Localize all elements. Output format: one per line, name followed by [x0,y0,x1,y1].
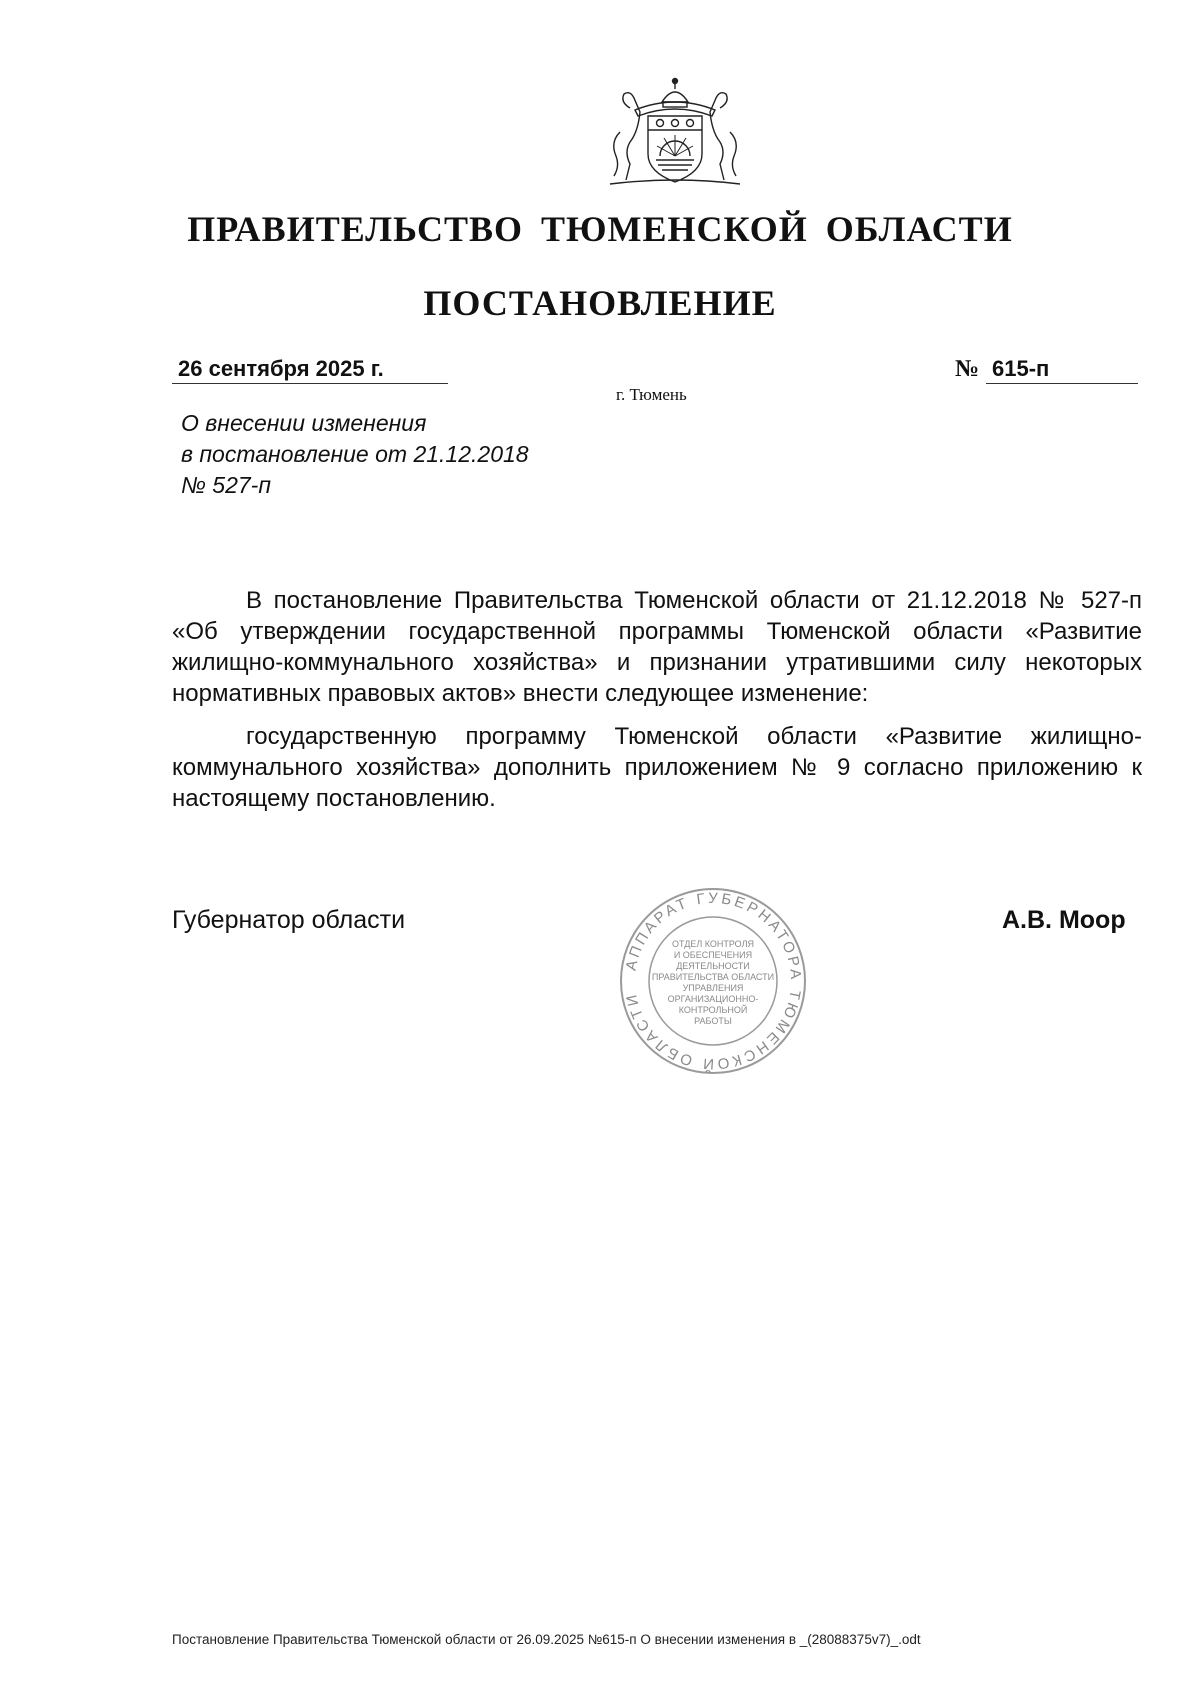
stamp-inner-line: И ОБЕСПЕЧЕНИЯ [673,950,753,960]
subject-line: в постановление от 21.12.2018 [181,441,529,467]
stamp-inner-line: ДЕЯТЕЛЬНОСТИ [676,961,750,971]
document-number: 615-п [986,355,1138,384]
organization-title: ПРАВИТЕЛЬСТВО ТЮМЕНСКОЙ ОБЛАСТИ [187,209,1013,249]
subject-line: № 527-п [181,472,271,498]
subject-line: О внесении изменения [181,410,427,436]
stamp-inner-line: ОТДЕЛ КОНТРОЛЯ [672,939,754,949]
document-type: ПОСТАНОВЛЕНИЕ [423,283,777,323]
stamp-inner-line: КОНТРОЛЬНОЙ [678,1005,748,1015]
stamp-inner-line: ПРАВИТЕЛЬСТВА ОБЛАСТИ [651,972,775,982]
signer-position: Губернатор области [172,906,406,934]
stamp-outer-text: АППАРАТ ГУБЕРНАТОРА ТЮМЕНСКОЙ ОБЛАСТИ [622,889,805,1073]
city: г. Тюмень [616,385,687,404]
body-paragraph: государственную программу Тюменской области «Развитие жилищно-коммунального хозяйства» дополнить приложением № 9 согласно приложению к настоящему постановлению. [172,723,1142,812]
footer-filename: Постановление Правительства Тюменской области от 26.09.2025 №615-п О внесении изменения в _(28088375v7)_.odt [172,1632,921,1647]
coat-of-arms-icon [590,72,760,192]
seal-stamp-icon [617,885,809,1077]
signer-name: А.В. Моор [1002,906,1126,934]
body-paragraph: В постановление Правительства Тюменской области от 21.12.2018 № 527-п «Об утверждении государственной программы Тюменской области «Развитие жилищно-коммунального хозяйства» и признании утратившими силу некоторых нормативных правовых актов» внести следующее изменение: [172,587,1142,707]
number-sign: № [955,356,980,382]
document-subject [181,408,529,501]
document-body [172,585,1142,826]
document-date: 26 сентября 2025 г. [172,355,448,384]
stamp-inner-line: УПРАВЛЕНИЯ [682,983,744,993]
stamp-inner-line: ОРГАНИЗАЦИОННО- [667,994,759,1004]
stamp-inner-line: РАБОТЫ [694,1016,732,1026]
